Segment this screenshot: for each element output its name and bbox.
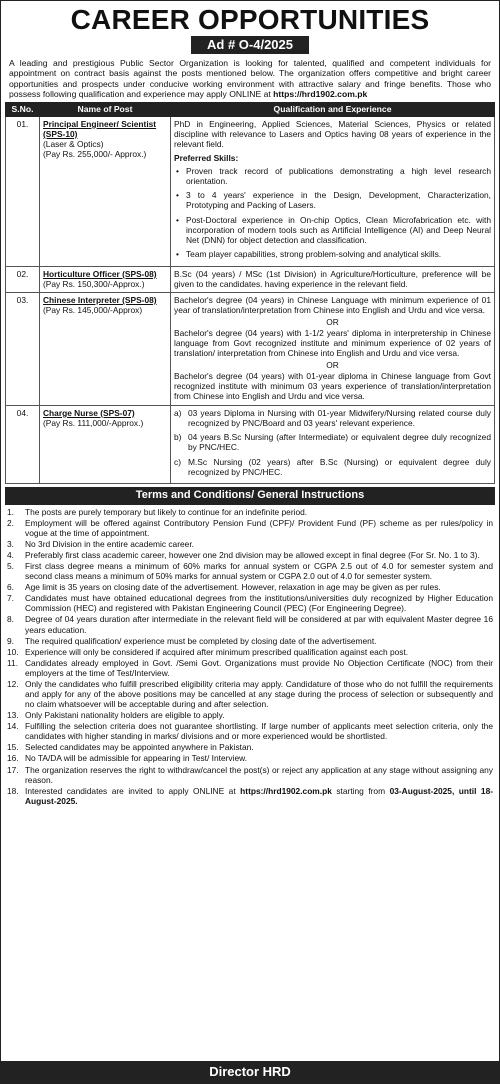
term-number: 10. bbox=[7, 646, 19, 657]
term-number: 18. bbox=[7, 785, 19, 796]
qualification-text: B.Sc (04 years) / MSc (1st Division) in Agriculture/Horticulture, preference will be given to the candidates. having experience in the relevant field. bbox=[174, 268, 491, 289]
qualification-options-list bbox=[174, 408, 491, 478]
term-number: 13. bbox=[7, 710, 19, 721]
term-text: Only the candidates who fulfill prescribed eligibility criteria may apply. Candidature of those who do not fulfill the requirements and apply for any of the above positions may be cancelled at any stage during the process of selection or subsequently and no claim whatsoever will be acceptable during and after selection. bbox=[25, 678, 493, 710]
term-text: The required qualification/ experience must be completed by closing date of the advertisement. bbox=[25, 635, 377, 646]
term-text: The organization reserves the right to withdraw/cancel the post(s) or reject any application at any stage without assigning any reason. bbox=[25, 764, 493, 785]
term-number: 11. bbox=[7, 657, 19, 668]
term-number: 1. bbox=[7, 506, 14, 517]
skill-item: • Post-Doctoral experience in On-chip Optics, Clean Microfabrication etc. with incorporation of modern tools such as Artificial Intelligence (AI) and Deep Neural Net (DNN) for object detection and classification. bbox=[186, 215, 491, 246]
post-title: Chinese Interpreter (SPS-08) bbox=[43, 295, 157, 306]
header-post: Name of Post bbox=[40, 103, 171, 116]
list-item bbox=[5, 539, 495, 549]
qualification-text: PhD in Engineering, Applied Sciences, Material Sciences, Physics or related discipline with relevance to Lasers and Optics having 08 years of experience in the relevant field. bbox=[174, 118, 491, 150]
list-item bbox=[5, 753, 495, 763]
term-text: No 3rd Division in the entire academic career. bbox=[25, 538, 194, 549]
term-text: Age limit is 35 years on closing date of the advertisement. However, relaxation in age may be given as per rules. bbox=[25, 582, 441, 593]
page-title: CAREER OPPORTUNITIES bbox=[70, 4, 430, 35]
term-number: 8. bbox=[7, 614, 14, 625]
ad-number-badge: Ad # O-4/2025 bbox=[191, 36, 309, 54]
posts-table-header bbox=[6, 103, 495, 116]
post-cell bbox=[40, 116, 171, 266]
term-number: 9. bbox=[7, 635, 14, 646]
list-item bbox=[5, 658, 495, 678]
term-text: Candidates already employed in Govt. /Semi Govt. Organizations must provide No Objection Certificate (NOC) from their employers at the time of Test/Interview. bbox=[25, 657, 493, 678]
skill-item: • 3 to 4 years' experience in the Design, Development, Characterization, Prototyping and Packing of Lasers. bbox=[186, 190, 491, 211]
list-item bbox=[5, 679, 495, 709]
qualification-option-3: Bachelor's degree (04 years) with 01-year diploma in Chinese language from Govt recognized institute with minimum 03 years experience of translation/interpretation from Chinese into English and Urdu and vice versa. bbox=[174, 370, 491, 402]
option-text: 04 years B.Sc Nursing (after Intermediate) or equivalent degree duly recognized by PNC/HEC. bbox=[188, 432, 491, 453]
option-marker: b) bbox=[174, 432, 182, 443]
term-text: Fulfilling the selection criteria does not guarantee shortlisting. If large number of applicants meet selection criteria, only the candidates with higher standing in marks/ divisions and or more experienced would be shortlisted. bbox=[25, 721, 493, 742]
term-text: Experience will only be considered if acquired after minimum prescribed qualification against each post. bbox=[25, 646, 409, 657]
qualification-cell bbox=[171, 293, 495, 406]
list-item bbox=[5, 765, 495, 785]
post-pay: (Pay Rs. 145,000/-Approx) bbox=[43, 305, 143, 316]
term-number: 7. bbox=[7, 593, 14, 604]
or-separator: OR bbox=[326, 359, 339, 370]
skills-list bbox=[174, 166, 491, 260]
intro-paragraph bbox=[9, 58, 491, 99]
post-title: Charge Nurse (SPS-07) bbox=[43, 407, 135, 418]
term-number: 15. bbox=[7, 742, 19, 753]
post-pay: (Pay Rs. 111,000/-Approx.) bbox=[43, 417, 144, 428]
option-text: 03 years Diploma in Nursing with 01-year Midwifery/Nursing related course duly recognized by PNC/Board and 03 years' relevant experience. bbox=[188, 407, 491, 428]
skill-item: • Proven track record of publications demonstrating a high level research orientation. bbox=[186, 166, 491, 187]
post-pay: (Pay Rs. 255,000/- Approx.) bbox=[43, 149, 147, 160]
qualification-cell bbox=[171, 405, 495, 484]
list-item bbox=[5, 582, 495, 592]
term-number: 2. bbox=[7, 517, 14, 528]
term-number: 14. bbox=[7, 721, 19, 732]
terms-heading: Terms and Conditions/ General Instructions bbox=[5, 487, 495, 504]
footer-signature: Director HRD bbox=[1, 1061, 499, 1083]
row-sno: 04. bbox=[6, 405, 40, 484]
row-sno: 03. bbox=[6, 293, 40, 406]
list-item bbox=[5, 710, 495, 720]
list-item bbox=[174, 408, 491, 429]
list-item bbox=[5, 614, 495, 634]
term-text: Preferably first class academic career, however one 2nd division may be allowed except in final degree (For Sr. No. 1 to 3). bbox=[25, 549, 480, 560]
list-item bbox=[5, 550, 495, 560]
or-separator: OR bbox=[326, 316, 339, 327]
term-number: 17. bbox=[7, 764, 19, 775]
apply-url-link[interactable]: https://hrd1902.com.pk bbox=[240, 785, 332, 796]
post-pay: (Pay Rs. 150,300/-Approx.) bbox=[43, 278, 145, 289]
list-item bbox=[5, 518, 495, 538]
term-text: Employment will be offered against Contributory Pension Fund (CPF)/ Provident Fund (PF) scheme as per rules/policy in vogue at the time of appointment. bbox=[25, 517, 493, 538]
qualification-cell bbox=[171, 266, 495, 293]
post-cell bbox=[40, 293, 171, 406]
term-text: First class degree means a minimum of 60% marks for annual system or CGPA 2.5 out of 4.0 for semester system and second class means a minimum of 50% marks for annual system or CGPA 2.0 out of 4.0 for semester system. bbox=[25, 561, 493, 582]
list-item bbox=[5, 593, 495, 613]
post-cell bbox=[40, 405, 171, 484]
term-text: Candidates must have obtained educational degrees from the institutions/universities duly recognized by Higher Education Commission (HEC) and registered with Pakistan Engineering Council (PEC) (For Engineering Degree). bbox=[25, 593, 493, 614]
qualification-option-1: Bachelor's degree (04 years) in Chinese Language with minimum experience of 01 year of translation/interpretation from Chinese into English and Urdu and vice versa. bbox=[174, 295, 491, 316]
apply-dates: 03-August-2025, until 18-August-2025. bbox=[25, 785, 494, 806]
term-text: Only Pakistani nationality holders are eligible to apply. bbox=[25, 710, 225, 721]
skill-item: • Team player capabilities, strong problem-solving and analytical skills. bbox=[186, 249, 491, 259]
term-text: No TA/DA will be admissible for appearing in Test/ Interview. bbox=[25, 753, 248, 764]
header-sno: S.No. bbox=[6, 103, 40, 116]
term-number: 3. bbox=[7, 538, 14, 549]
table-row bbox=[6, 405, 495, 484]
post-title: Horticulture Officer (SPS-08) bbox=[43, 268, 157, 279]
post-title: Principal Engineer/ Scientist (SPS-10) bbox=[43, 118, 157, 139]
list-item bbox=[5, 786, 495, 806]
row-sno: 01. bbox=[6, 116, 40, 266]
term-text: Selected candidates may be appointed anywhere in Pakistan. bbox=[25, 742, 254, 753]
row-sno: 02. bbox=[6, 266, 40, 293]
header-qualification: Qualification and Experience bbox=[171, 103, 495, 116]
list-item bbox=[174, 457, 491, 478]
table-row bbox=[6, 293, 495, 406]
apply-text-2: starting from bbox=[336, 785, 386, 796]
table-row bbox=[6, 116, 495, 266]
terms-list bbox=[5, 507, 495, 806]
term-number: 6. bbox=[7, 582, 14, 593]
term-text: Degree of 04 years duration after intermediate in the relevant field will be considered at par with equivalent Master degree 16 years education. bbox=[25, 614, 493, 635]
option-marker: c) bbox=[174, 456, 181, 467]
intro-text: A leading and prestigious Public Sector Organization is looking for talented, qualified and competent individuals for appointment on contract basis against the posts mentioned below. The organization offers competitive and bright career opportunities and prospects under conducive working environment with attractive salary and fringe benefits. Those who possess following qualification and experience may apply ONLINE at bbox=[9, 58, 491, 99]
intro-url-link[interactable]: https://hrd1902.com.pk bbox=[273, 88, 368, 99]
posts-table bbox=[5, 102, 495, 484]
qualification-option-2: Bachelor's degree (04 years) with 1-1/2 years' diploma in interpretership in Chinese language from Govt recognized institute and minimum experience of 02 years of translation/ interpretation from Chinese into English and Urdu and vice versa. bbox=[174, 327, 491, 359]
list-item bbox=[5, 647, 495, 657]
qualification-cell bbox=[171, 116, 495, 266]
term-text: The posts are purely temporary but likely to continue for an indefinite period. bbox=[25, 506, 308, 517]
term-number: 16. bbox=[7, 753, 19, 764]
list-item bbox=[5, 507, 495, 517]
list-item bbox=[5, 561, 495, 581]
list-item bbox=[5, 721, 495, 741]
term-number: 4. bbox=[7, 549, 14, 560]
table-row bbox=[6, 266, 495, 293]
post-subtitle: (Laser & Optics) bbox=[43, 139, 104, 150]
term-number: 5. bbox=[7, 561, 14, 572]
option-marker: a) bbox=[174, 407, 182, 418]
term-text bbox=[25, 786, 495, 806]
post-cell bbox=[40, 266, 171, 293]
list-item bbox=[5, 636, 495, 646]
option-text: M.Sc Nursing (02 years) after B.Sc (Nursing) or equivalent degree duly recognized by PNC/HEC. bbox=[188, 456, 491, 477]
preferred-skills-heading: Preferred Skills: bbox=[174, 153, 239, 164]
term-number: 12. bbox=[7, 678, 19, 689]
apply-text: Interested candidates are invited to apply ONLINE at bbox=[25, 785, 236, 796]
list-item bbox=[174, 432, 491, 453]
list-item bbox=[5, 742, 495, 752]
